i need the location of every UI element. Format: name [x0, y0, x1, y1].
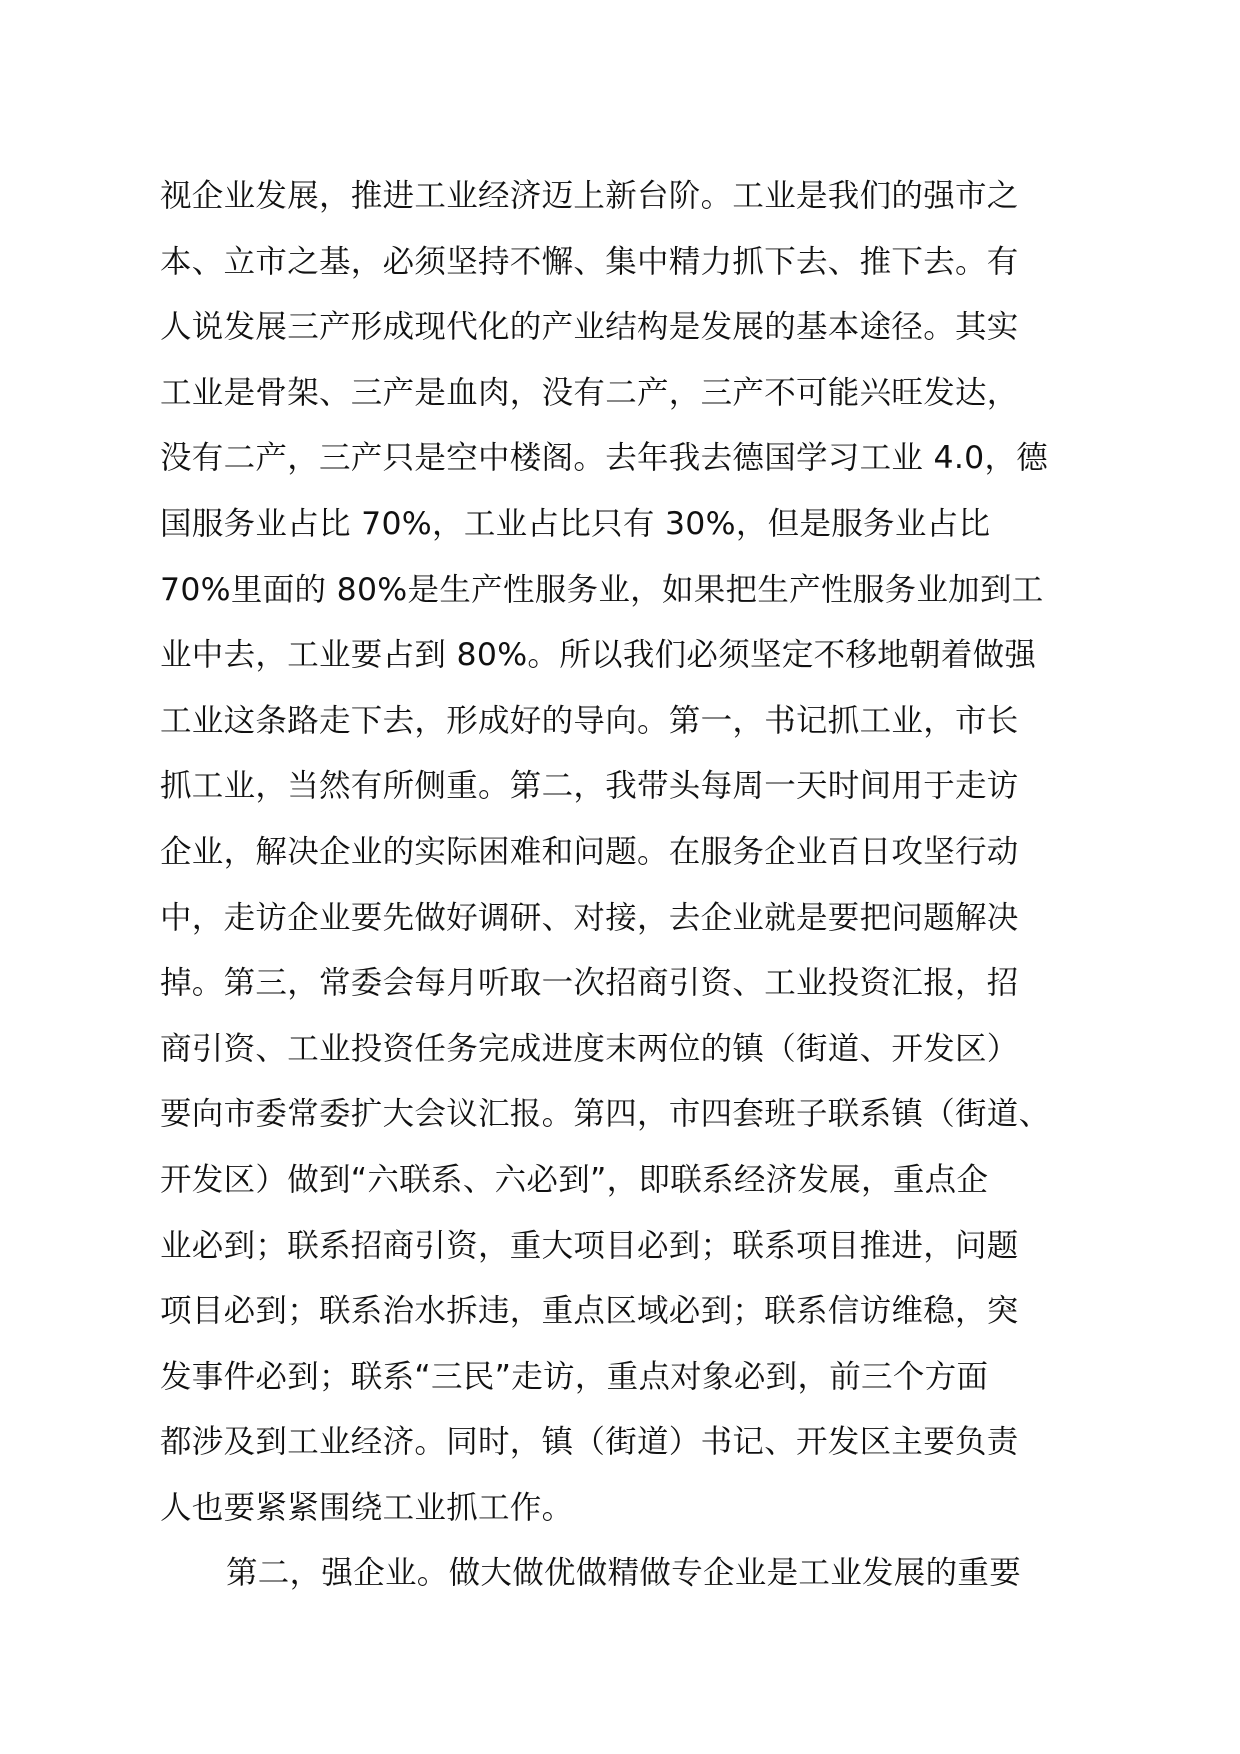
text-line: 开发区）做到“六联系、六必到”，即联系经济发展，重点企	[160, 1161, 989, 1198]
text-line: 都涉及到工业经济。同时，镇（街道）书记、开发区主要负责	[160, 1424, 1019, 1461]
text-line: 业中去，工业要占到 80%。所以我们必须坚定不移地朝着做强	[160, 637, 1037, 674]
paragraph-start-line: 第二，强企业。做大做优做精做专企业是工业发展的重要	[226, 1555, 1022, 1592]
text-line: 国服务业占比 70%，工业占比只有 30%，但是服务业占比	[160, 505, 991, 542]
text-line: 项目必到；联系治水拆违，重点区域必到；联系信访维稳，突	[160, 1293, 1019, 1330]
text-line: 抓工业，当然有所侧重。第二，我带头每周一天时间用于走访	[160, 768, 1019, 805]
text-line: 工业是骨架、三产是血肉，没有二产，三产不可能兴旺发达，	[160, 374, 1019, 411]
text-line: 没有二产，三产只是空中楼阁。去年我去德国学习工业 4.0，德	[160, 440, 1049, 477]
text-line: 工业这条路走下去，形成好的导向。第一，书记抓工业，市长	[160, 702, 1019, 739]
text-line: 中，走访企业要先做好调研、对接，去企业就是要把问题解决	[160, 899, 1019, 936]
text-line: 商引资、工业投资任务完成进度末两位的镇（街道、开发区）	[160, 1030, 1019, 1067]
text-line: 发事件必到；联系“三民”走访，重点对象必到，前三个方面	[160, 1358, 989, 1395]
text-line: 人说发展三产形成现代化的产业结构是发展的基本途径。其实	[160, 309, 1019, 346]
text-line: 掉。第三，常委会每月听取一次招商引资、工业投资汇报，招	[160, 965, 1019, 1002]
text-line: 人也要紧紧围绕工业抓工作。	[160, 1489, 574, 1526]
text-line: 70%里面的 80%是生产性服务业，如果把生产性服务业加到工	[160, 571, 1044, 608]
text-line: 企业，解决企业的实际困难和问题。在服务企业百日攻坚行动	[160, 833, 1019, 870]
text-line: 业必到；联系招商引资，重大项目必到；联系项目推进，问题	[160, 1227, 1019, 1264]
text-line: 视企业发展，推进工业经济迈上新台阶。工业是我们的强市之	[160, 178, 1019, 214]
text-line: 要向市委常委扩大会议汇报。第四，市四套班子联系镇（街道、	[160, 1096, 1051, 1133]
text-line: 本、立市之基，必须坚持不懈、集中精力抓下去、推下去。有	[160, 243, 1019, 280]
body-text	[160, 164, 1100, 1607]
